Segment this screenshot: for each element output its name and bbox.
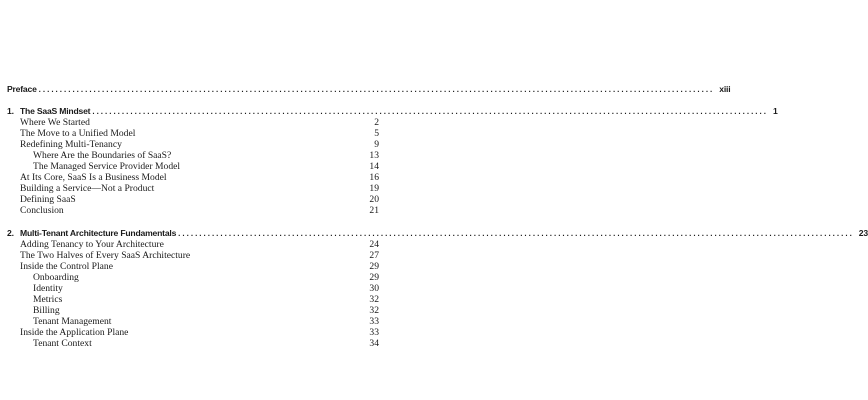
toc-entry-title: Metrics <box>33 294 63 305</box>
toc-entry-page: 32 <box>369 294 379 305</box>
toc-entry[interactable] <box>7 183 379 194</box>
toc-subentry[interactable] <box>7 161 379 172</box>
toc-entry-page: 32 <box>369 305 379 316</box>
dot-leader: ................................................................................................................................................................ <box>178 229 854 238</box>
toc-entry-title: Defining SaaS <box>20 194 76 205</box>
toc-entry-page: 33 <box>369 327 379 338</box>
toc-subentry[interactable] <box>7 150 379 161</box>
toc-entry-title: Tenant Context <box>33 338 92 349</box>
toc-entry-title: Building a Service—Not a Product <box>20 183 155 194</box>
toc-entry-page: 19 <box>369 183 379 194</box>
toc-entry-page: 21 <box>369 205 379 216</box>
toc-entry-page: 5 <box>374 128 379 139</box>
toc-entry-page: 34 <box>369 338 379 349</box>
toc-entry-title: Onboarding <box>33 272 79 283</box>
toc-entry-title: Tenant Management <box>33 316 112 327</box>
toc-entry-page: 2 <box>374 117 379 128</box>
toc-entry-page: 27 <box>369 250 379 261</box>
toc-entry-page: 13 <box>369 150 379 161</box>
toc-entry-title: Inside the Control Plane <box>20 261 113 272</box>
chapter-title: Multi-Tenant Architecture Fundamentals <box>20 228 177 238</box>
toc-entry-page: 16 <box>369 172 379 183</box>
toc-entry-page: 20 <box>369 194 379 205</box>
chapter-page: 23 <box>858 228 868 238</box>
toc-entry-title: The Move to a Unified Model <box>20 128 136 139</box>
toc-entry-title: Adding Tenancy to Your Architecture <box>20 239 164 250</box>
toc-entry-page: 14 <box>369 161 379 172</box>
toc-subentry[interactable] <box>7 316 379 327</box>
toc-entry-page: 29 <box>369 272 379 283</box>
toc-entry-title: Where We Started <box>20 117 90 128</box>
toc-subentry[interactable] <box>7 283 379 294</box>
toc-entry[interactable] <box>7 205 379 216</box>
toc-entry-title: Billing <box>33 305 60 316</box>
toc-subentry[interactable] <box>7 338 379 349</box>
toc-preface-page: xiii <box>719 84 731 94</box>
toc-entry[interactable] <box>7 250 379 261</box>
dot-leader: ................................................................................................................................................................ <box>92 107 768 116</box>
toc-entry[interactable] <box>7 327 379 338</box>
chapter-number: 1. <box>7 106 14 116</box>
toc-entry-title: The Two Halves of Every SaaS Architecture <box>20 250 191 261</box>
toc-entry-page: 29 <box>369 261 379 272</box>
toc-entry[interactable] <box>7 239 379 250</box>
toc-entry[interactable] <box>7 194 379 205</box>
table-of-contents <box>7 83 868 349</box>
toc-entry-title: At Its Core, SaaS Is a Business Model <box>20 172 167 183</box>
toc-chapter-2[interactable] <box>7 227 868 239</box>
toc-entry[interactable] <box>7 139 379 150</box>
toc-entry[interactable] <box>7 117 379 128</box>
toc-subentry[interactable] <box>7 294 379 305</box>
dot-leader: ................................................................................................................................................................ <box>38 85 715 94</box>
toc-entry-title: Where Are the Boundaries of SaaS? <box>33 150 172 161</box>
toc-entry-title: The Managed Service Provider Model <box>33 161 181 172</box>
toc-entry-page: 33 <box>369 316 379 327</box>
toc-entry[interactable] <box>7 128 379 139</box>
toc-entry-title: Conclusion <box>20 205 64 216</box>
toc-entry[interactable] <box>7 172 379 183</box>
chapter-number: 2. <box>7 228 14 238</box>
toc-entry-page: 30 <box>369 283 379 294</box>
toc-subentry[interactable] <box>7 272 379 283</box>
chapter-page: 1 <box>772 106 778 116</box>
toc-entry-page: 24 <box>369 239 379 250</box>
toc-preface-label: Preface <box>7 84 37 94</box>
toc-entry[interactable] <box>7 261 379 272</box>
toc-entry-title: Identity <box>33 283 63 294</box>
toc-subentry[interactable] <box>7 305 379 316</box>
chapter-title: The SaaS Mindset <box>20 106 91 116</box>
toc-entry-title: Redefining Multi-Tenancy <box>20 139 122 150</box>
toc-entry-title: Inside the Application Plane <box>20 327 129 338</box>
toc-entry-page: 9 <box>374 139 379 150</box>
toc-chapter-1[interactable] <box>7 105 778 117</box>
toc-preface[interactable] <box>7 83 731 95</box>
